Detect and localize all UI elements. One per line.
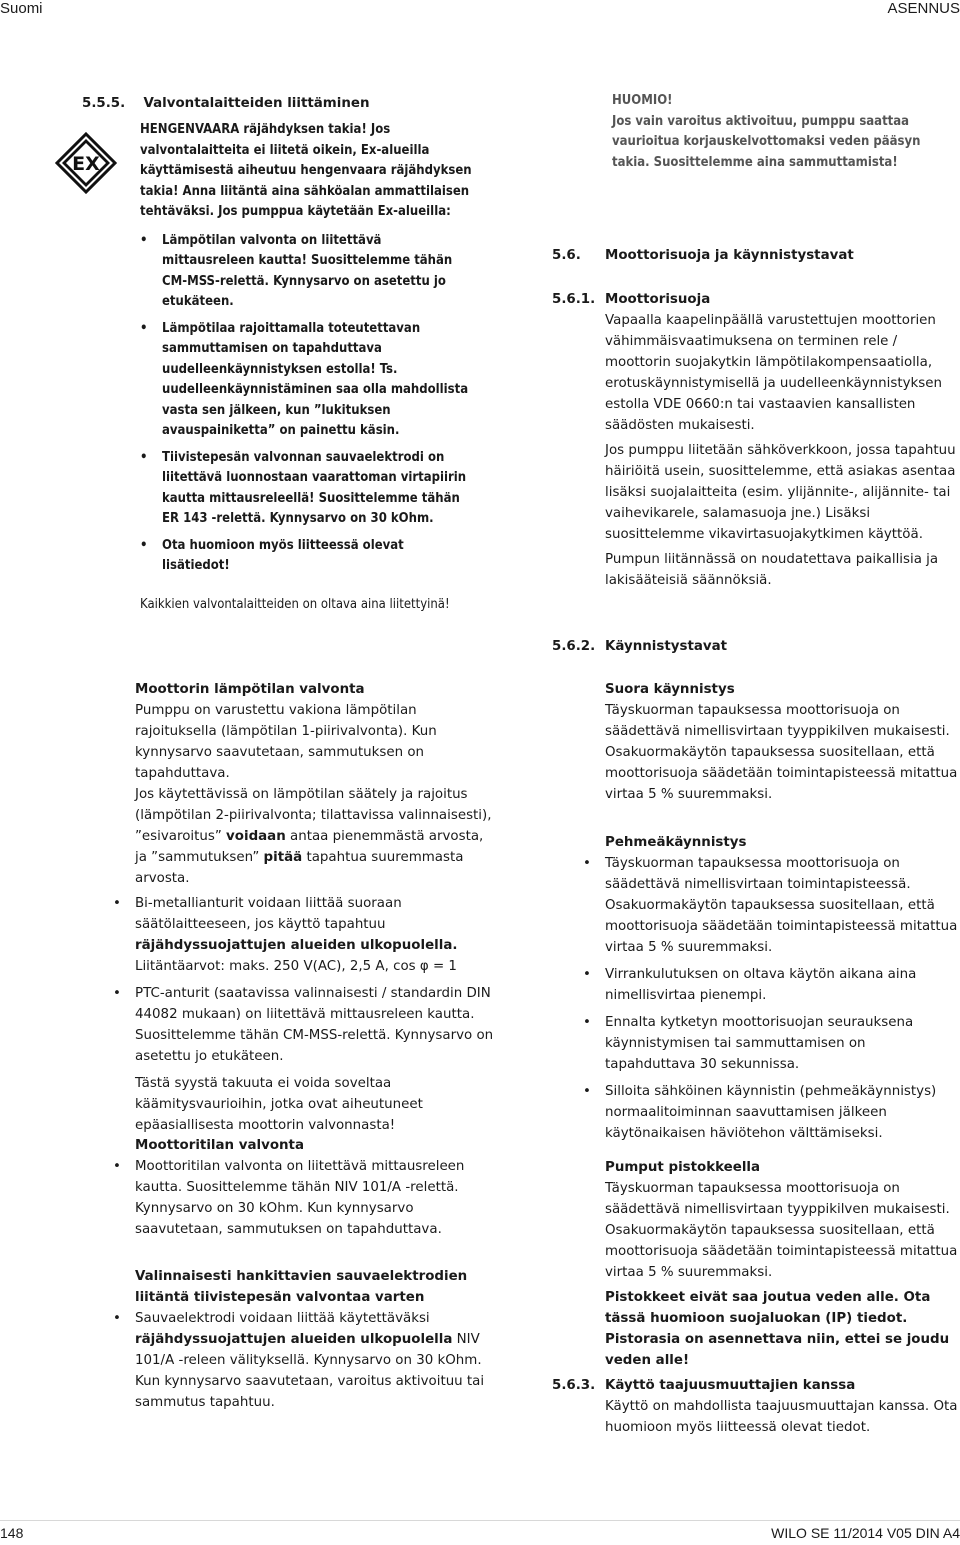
section-5-5-5-heading (82, 93, 502, 114)
list-item: • Ota huomioon myös liitteessä olevat lisätiedot! (140, 536, 475, 577)
header-section: ASENNUS (887, 0, 960, 17)
section-5-6-3-heading (552, 1375, 942, 1396)
section-title: Käyttö taajuusmuuttajien kanssa (605, 1378, 856, 1393)
section-title: Moottorisuoja ja käynnistystavat (605, 248, 854, 263)
direct-start-section (605, 679, 960, 805)
page-number: 148 (0, 1525, 24, 1541)
section-5-6-heading (552, 245, 942, 266)
section-number: 5.6.2. (552, 639, 596, 654)
motor-protection-text (605, 310, 960, 591)
list-item: • Tiivistepesän valvonnan sauvaelektrodi on liitettävä luonnostaan vaarattoman virtapiirin kautta mittausreleellä! Suosittelemme tähän ER 143 -relettä. Kynnysarvo on 30 kOhm. (140, 448, 475, 530)
paragraph: Pumpun liitännässä on noudatettava paikallisia ja lakisääteisiä säännöksiä. (605, 552, 939, 588)
list-item: • Lämpötilaa rajoittamalla toteutettavan sammuttamisen on tapahduttava uudelleenkäynnistyksen estolla! Ts. uudelleenkäynnistäminen saa olla mahdollista vasta sen jälkeen, kun ”lukituksen avauspainiketta” on painettu käsin. (140, 319, 475, 442)
warranty-note: Tästä syystä takuuta ei voida soveltaa käämitysvaurioihin, jotka ovat aiheutuneet epäasiallisesta moottorin valvonnasta! (135, 1076, 423, 1133)
list-item: • Moottoritilan valvonta on liitettävä mittausreleen kautta. Suosittelemme tähän NIV 101/A -relettä. Kynnysarvo on 30 kOhm. Kun kynnysarvo saavutetaan, sammutuksen on tapahduttava. (113, 1156, 495, 1240)
optional-electrode-title: Valinnaisesti hankittavien sauvaelektrodien liitäntä tiivistepesän valvontaa varten (135, 1269, 468, 1305)
all-connected-note: Kaikkien valvontalaitteiden on oltava aina liitettyinä! (140, 596, 450, 612)
plug-pumps-text: Täyskuorman tapauksessa moottorisuoja on säädettävä nimellisvirtaan tyyppikilven mukaisesti. Osakuormakäytön tapauksessa suositellaan, että moottorisuoja säädetään toimintapisteessä mitattua virtaa 5 % suuremmaksi. (605, 1181, 958, 1280)
motor-chamber-list (113, 1156, 495, 1240)
section-number: 5.6.3. (552, 1378, 596, 1393)
frequency-converter-text: Käyttö on mahdollista taajuusmuuttajan kanssa. Ota huomioon myös liitteessä olevat tiedot. (605, 1399, 958, 1435)
list-item: • Bi-metallianturit voidaan liittää suoraan säätölaitteeseen, jos käyttö tapahtuu räjähdyssuojattujen alueiden ulkopuolella. Liitäntäarvot: maks. 250 V(AC), 2,5 A, cos φ = 1 (113, 893, 495, 977)
motor-temp-p1: Pumppu on varustettu vakiona lämpötilan rajoituksella (lämpötilan 1-piirivalvonta). Kun kynnysarvo saavutetaan, sammutuksen on tapahduttava. (135, 703, 437, 781)
ex-warning-block (140, 120, 475, 615)
plug-warning: Pistokkeet eivät saa joutua veden alle. Ota tässä huomioon suojaluokan (IP) tiedot. Pistorasia on asennettava niin, ettei se joudu veden alle! (605, 1290, 950, 1368)
note-block (612, 91, 932, 173)
note-text: Jos vain varoitus aktivoituu, pumppu saattaa vaurioitua korjauskelvottomaksi veden pääsyn takia. Suosittelemme aina sammuttamista! (612, 113, 921, 170)
section-title: Käynnistystavat (605, 639, 728, 654)
ex-warning-sign-icon (55, 132, 117, 194)
ex-sign-label: EX (72, 153, 100, 175)
motor-chamber-section (135, 1135, 495, 1246)
plug-pumps-section (605, 1157, 960, 1371)
direct-start-title: Suora käynnistys (605, 682, 735, 697)
list-item: • Lämpötilan valvonta on liitettävä mittausreleen kautta! Suosittelemme tähän CM-MSS-relettä. Kynnysarvo on asetettu jo etukäteen. (140, 231, 475, 313)
soft-start-title: Pehmeäkäynnistys (605, 835, 747, 850)
motor-temp-p2: Jos käytettävissä on lämpötilan säätely ja rajoitus (lämpötilan 2-piirivalvonta; tilattavissa valinnaisesti), ”esivaroitus” voidaan antaa pienemmästä arvosta, ja ”sammutuksen” pitää tapahtua suuremmasta arvosta. (135, 787, 492, 886)
paragraph: Vapaalla kaapelinpäällä varustettujen moottorien vähimmäisvaatimuksena on terminen rele / moottorin suojakytkin lämpötilakompensaatiolla, erotuskäynnistymisellä ja uudelleenkäynnistyksen estolla VDE 0660:n tai vastaavien kansallisten säädösten mukaisesti. (605, 313, 942, 433)
section-number: 5.6. (552, 248, 581, 263)
footer-brand: WILO SE 11/2014 V05 DIN A4 (771, 1525, 960, 1541)
paragraph: Jos pumppu liitetään sähköverkkoon, jossa tapahtuu häiriöitä usein, suosittelemme, että asiakas asentaa lisäksi suojalaitteita (esim. ylijännite-, alijännite- tai vaihevikarele, salamasuoja jne.) Lisäksi suosittelemme vikavirtasuojakytkimen käyttöä. (605, 443, 956, 542)
direct-start-text: Täyskuorman tapauksessa moottorisuoja on säädettävä nimellisvirtaan tyyppikilven mukaisesti. Osakuormakäytön tapauksessa suositellaan, että moottorisuoja säädetään toimintapisteessä mitattua virtaa 5 % suuremmaksi. (605, 703, 958, 802)
section-number: 5.5.5. (82, 96, 126, 111)
list-item: • Sauvaelektrodi voidaan liittää käytettäväksi räjähdyssuojattujen alueiden ulkopuolella NIV 101/A -releen välityksellä. Kynnysarvo on 30 kOhm. Kun kynnysarvo saavutetaan, varoitus aktivoituu tai sammutus tapahtuu. (113, 1308, 495, 1413)
footer-divider (0, 1520, 960, 1521)
page-header (0, 0, 960, 22)
optional-electrode-list (113, 1308, 495, 1413)
list-item: • Täyskuorman tapauksessa moottorisuoja on säädettävä nimellisvirtaan toimintapisteessä. Osakuormakäytön tapauksessa suositellaan, että moottorisuoja säädetään toimintapisteessä mitattua virtaa 5 % suuremmaksi. (583, 853, 960, 958)
note-title: HUOMIO! (612, 93, 673, 108)
list-item: • PTC-anturit (saatavissa valinnaisesti / standardin DIN 44082 mukaan) on liitettävä mittausreleen kautta. Suosittelemme tähän CM-MSS-relettä. Kynnysarvo on asetettu jo etukäteen. (113, 983, 495, 1067)
section-5-6-1-heading (552, 289, 942, 310)
ex-warning-text: HENGENVAARA räjähdyksen takia! Jos valvontalaitteita ei liitetä oikein, Ex-alueilla käyttämisestä aiheutuu hengenvaara räjähdyksen takia! Anna liitäntä aina sähköalan ammattilaisen tehtäväksi. Jos pumppua käytetään Ex-alueilla: (140, 122, 472, 219)
plug-pumps-title: Pumput pistokkeella (605, 1160, 761, 1175)
sensor-list (113, 893, 495, 1067)
motor-temp-title: Moottorin lämpötilan valvonta (135, 682, 365, 697)
optional-electrode-section (135, 1266, 495, 1419)
ex-warning-list (140, 231, 475, 577)
header-language: Suomi (0, 0, 43, 17)
section-number: 5.6.1. (552, 292, 596, 307)
motor-chamber-title: Moottoritilan valvonta (135, 1138, 304, 1153)
section-5-6-2-heading (552, 636, 942, 657)
soft-start-section (605, 832, 960, 1150)
motor-temperature-section (135, 679, 495, 1136)
list-item: • Ennalta kytketyn moottorisuojan seurauksena käynnistymisen tai sammuttamisen on tapahduttava 30 sekunnissa. (583, 1012, 960, 1075)
section-title: Moottorisuoja (605, 292, 711, 307)
soft-start-list (583, 853, 960, 1144)
list-item: • Virrankulutuksen on oltava käytön aikana aina nimellisvirtaa pienempi. (583, 964, 960, 1006)
list-item: • Silloita sähköinen käynnistin (pehmeäkäynnistys) normaalitoiminnan saavuttamisen jälkeen käytönaikaisen häviötehon välttämiseksi. (583, 1081, 960, 1144)
section-title: Valvontalaitteiden liittäminen (143, 96, 370, 111)
